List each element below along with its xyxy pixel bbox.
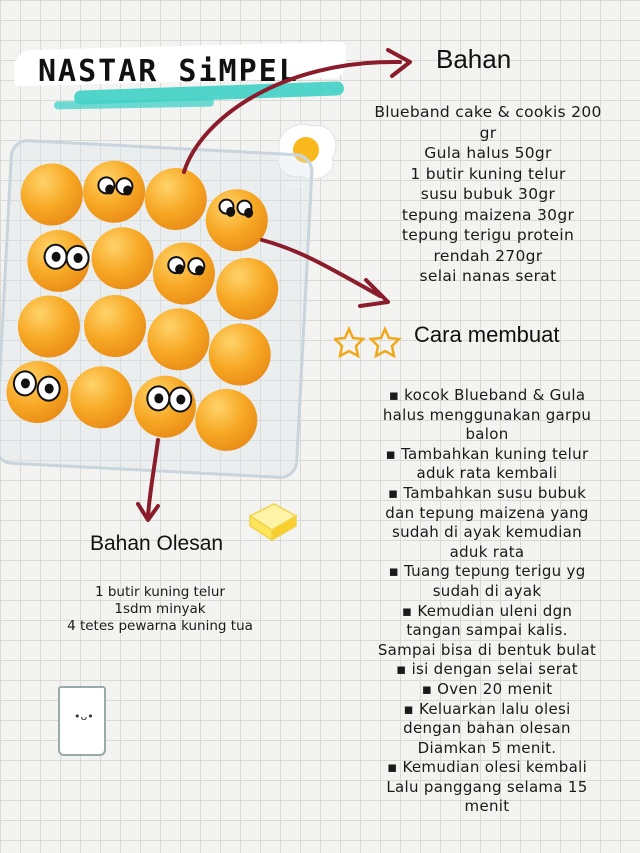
list-item: ▪ kocok Blueband & Gula halus menggunakan garpu balon bbox=[382, 386, 592, 444]
list-item: ▪ Oven 20 menit bbox=[421, 679, 553, 698]
list-item: 1sdm minyak bbox=[114, 601, 206, 617]
list-item: ▪ Kemudian olesi kembali Lalu panggang selama 15 menit bbox=[386, 758, 588, 816]
milk-glass-icon bbox=[58, 686, 106, 756]
olesan-heading: Bahan Olesan bbox=[90, 532, 224, 555]
list-item: 1 butir kuning telur bbox=[94, 584, 226, 600]
butter-icon bbox=[244, 498, 300, 544]
list-item: 4 tetes pewarna kuning tua bbox=[67, 618, 253, 634]
list-item: ▪ isi dengan selai serat bbox=[396, 660, 578, 679]
list-item: ▪ Keluarkan lalu olesi dengan bahan olesan Diamkan 5 menit. bbox=[403, 699, 571, 757]
egg-label: EGG bbox=[286, 181, 304, 190]
list-item: ▪ Tambahkan susu bubuk dan tepung maizena yang sudah di ayak kemudian aduk rata bbox=[385, 483, 589, 561]
list-item: tepung maizena 30gr bbox=[401, 205, 575, 224]
stars-icon bbox=[334, 326, 406, 360]
glass-face: •ᴗ• bbox=[74, 710, 94, 723]
cara-steps bbox=[340, 386, 634, 817]
list-item: ▪ Tambahkan kuning telur aduk rata kembali bbox=[385, 444, 589, 483]
list-item: ▪ Tuang tepung terigu yg sudah di ayak bbox=[388, 562, 586, 600]
list-item: selai nanas serat bbox=[419, 267, 557, 285]
bahan-list bbox=[348, 102, 628, 287]
bahan-heading: Bahan bbox=[436, 44, 512, 74]
olesan-list bbox=[40, 584, 280, 635]
list-item: Blueband cake & cookis 200 gr bbox=[374, 103, 602, 142]
list-item: susu bubuk 30gr bbox=[420, 185, 556, 203]
list-item: ▪ Kemudian uleni dgn tangan sampai kalis. Sampai bisa di bentuk bulat bbox=[377, 601, 597, 659]
arrow-to-olesan bbox=[148, 440, 158, 516]
list-item: Gula halus 50gr bbox=[424, 144, 552, 162]
list-item: tepung terigu protein rendah 270gr bbox=[401, 226, 575, 265]
list-item: 1 butir kuning telur bbox=[410, 164, 566, 183]
page-title: NASTAR SiMPEL bbox=[38, 54, 299, 89]
cara-heading: Cara membuat bbox=[414, 322, 560, 347]
